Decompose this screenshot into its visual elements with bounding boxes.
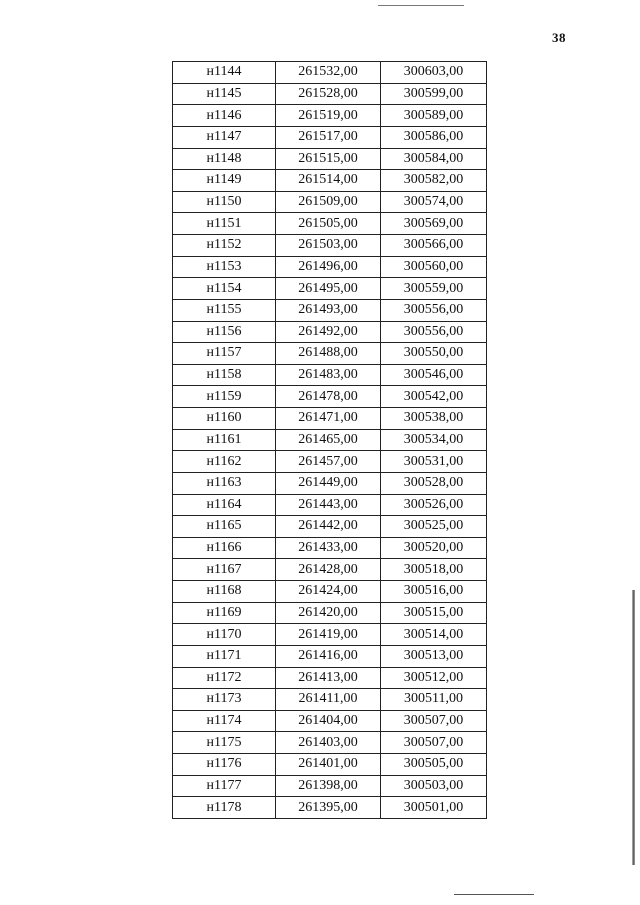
table-row: [173, 62, 487, 84]
y-coordinate-cell: 300501,00: [381, 797, 487, 819]
table-row: [173, 624, 487, 646]
y-coordinate-cell: 300505,00: [381, 754, 487, 776]
point-id-cell: н1167: [173, 559, 276, 581]
x-coordinate-cell: 261416,00: [276, 645, 381, 667]
point-id-cell: н1149: [173, 170, 276, 192]
table-row: [173, 83, 487, 105]
table-row: [173, 278, 487, 300]
y-coordinate-cell: 300507,00: [381, 732, 487, 754]
table-row: [173, 386, 487, 408]
point-id-cell: н1173: [173, 689, 276, 711]
x-coordinate-cell: 261420,00: [276, 602, 381, 624]
y-coordinate-cell: 300516,00: [381, 581, 487, 603]
point-id-cell: н1178: [173, 797, 276, 819]
x-coordinate-cell: 261398,00: [276, 775, 381, 797]
x-coordinate-cell: 261496,00: [276, 256, 381, 278]
x-coordinate-cell: 261478,00: [276, 386, 381, 408]
point-id-cell: н1151: [173, 213, 276, 235]
x-coordinate-cell: 261442,00: [276, 516, 381, 538]
y-coordinate-cell: 300603,00: [381, 62, 487, 84]
table-row: [173, 667, 487, 689]
point-id-cell: н1170: [173, 624, 276, 646]
point-id-cell: н1146: [173, 105, 276, 127]
y-coordinate-cell: 300586,00: [381, 126, 487, 148]
y-coordinate-cell: 300556,00: [381, 321, 487, 343]
point-id-cell: н1155: [173, 299, 276, 321]
x-coordinate-cell: 261413,00: [276, 667, 381, 689]
table-row: [173, 775, 487, 797]
table-row: [173, 105, 487, 127]
x-coordinate-cell: 261443,00: [276, 494, 381, 516]
x-coordinate-cell: 261465,00: [276, 429, 381, 451]
x-coordinate-cell: 261411,00: [276, 689, 381, 711]
point-id-cell: н1172: [173, 667, 276, 689]
y-coordinate-cell: 300569,00: [381, 213, 487, 235]
y-coordinate-cell: 300534,00: [381, 429, 487, 451]
table-row: [173, 689, 487, 711]
table-row: [173, 754, 487, 776]
table-row: [173, 343, 487, 365]
y-coordinate-cell: 300589,00: [381, 105, 487, 127]
x-coordinate-cell: 261401,00: [276, 754, 381, 776]
y-coordinate-cell: 300515,00: [381, 602, 487, 624]
y-coordinate-cell: 300513,00: [381, 645, 487, 667]
x-coordinate-cell: 261403,00: [276, 732, 381, 754]
x-coordinate-cell: 261419,00: [276, 624, 381, 646]
point-id-cell: н1154: [173, 278, 276, 300]
point-id-cell: н1162: [173, 451, 276, 473]
point-id-cell: н1156: [173, 321, 276, 343]
point-id-cell: н1175: [173, 732, 276, 754]
point-id-cell: н1153: [173, 256, 276, 278]
x-coordinate-cell: 261495,00: [276, 278, 381, 300]
table-row: [173, 191, 487, 213]
x-coordinate-cell: 261517,00: [276, 126, 381, 148]
point-id-cell: н1145: [173, 83, 276, 105]
x-coordinate-cell: 261433,00: [276, 537, 381, 559]
y-coordinate-cell: 300528,00: [381, 472, 487, 494]
table-row: [173, 256, 487, 278]
x-coordinate-cell: 261509,00: [276, 191, 381, 213]
y-coordinate-cell: 300518,00: [381, 559, 487, 581]
table-row: [173, 602, 487, 624]
x-coordinate-cell: 261492,00: [276, 321, 381, 343]
x-coordinate-cell: 261532,00: [276, 62, 381, 84]
y-coordinate-cell: 300526,00: [381, 494, 487, 516]
point-id-cell: н1163: [173, 472, 276, 494]
x-coordinate-cell: 261514,00: [276, 170, 381, 192]
table-row: [173, 170, 487, 192]
y-coordinate-cell: 300556,00: [381, 299, 487, 321]
table-row: [173, 516, 487, 538]
table-row: [173, 429, 487, 451]
table-row: [173, 559, 487, 581]
point-id-cell: н1165: [173, 516, 276, 538]
point-id-cell: н1147: [173, 126, 276, 148]
scan-artifact-line-bottom: [454, 894, 534, 895]
point-id-cell: н1169: [173, 602, 276, 624]
table-row: [173, 537, 487, 559]
table-row: [173, 321, 487, 343]
y-coordinate-cell: 300503,00: [381, 775, 487, 797]
x-coordinate-cell: 261503,00: [276, 235, 381, 257]
point-id-cell: н1158: [173, 364, 276, 386]
y-coordinate-cell: 300550,00: [381, 343, 487, 365]
y-coordinate-cell: 300507,00: [381, 710, 487, 732]
x-coordinate-cell: 261488,00: [276, 343, 381, 365]
x-coordinate-cell: 261519,00: [276, 105, 381, 127]
page-number: 38: [552, 30, 566, 45]
x-coordinate-cell: 261493,00: [276, 299, 381, 321]
y-coordinate-cell: 300560,00: [381, 256, 487, 278]
table-row: [173, 408, 487, 430]
table-row: [173, 148, 487, 170]
x-coordinate-cell: 261505,00: [276, 213, 381, 235]
point-id-cell: н1177: [173, 775, 276, 797]
y-coordinate-cell: 300546,00: [381, 364, 487, 386]
y-coordinate-cell: 300574,00: [381, 191, 487, 213]
y-coordinate-cell: 300599,00: [381, 83, 487, 105]
y-coordinate-cell: 300525,00: [381, 516, 487, 538]
point-id-cell: н1150: [173, 191, 276, 213]
table-row: [173, 797, 487, 819]
y-coordinate-cell: 300538,00: [381, 408, 487, 430]
point-id-cell: н1174: [173, 710, 276, 732]
point-id-cell: н1161: [173, 429, 276, 451]
y-coordinate-cell: 300531,00: [381, 451, 487, 473]
y-coordinate-cell: 300559,00: [381, 278, 487, 300]
table-row: [173, 126, 487, 148]
point-id-cell: н1144: [173, 62, 276, 84]
y-coordinate-cell: 300566,00: [381, 235, 487, 257]
point-id-cell: н1157: [173, 343, 276, 365]
table-row: [173, 235, 487, 257]
y-coordinate-cell: 300520,00: [381, 537, 487, 559]
x-coordinate-cell: 261424,00: [276, 581, 381, 603]
table-row: [173, 213, 487, 235]
y-coordinate-cell: 300542,00: [381, 386, 487, 408]
table-row: [173, 732, 487, 754]
table-row: [173, 494, 487, 516]
table-row: [173, 364, 487, 386]
point-id-cell: н1166: [173, 537, 276, 559]
table-row: [173, 581, 487, 603]
table-row: [173, 472, 487, 494]
point-id-cell: н1152: [173, 235, 276, 257]
x-coordinate-cell: 261471,00: [276, 408, 381, 430]
x-coordinate-cell: 261395,00: [276, 797, 381, 819]
x-coordinate-cell: 261449,00: [276, 472, 381, 494]
scan-artifact-edge-right: [632, 590, 635, 865]
x-coordinate-cell: 261428,00: [276, 559, 381, 581]
coordinates-table: [172, 61, 487, 819]
point-id-cell: н1148: [173, 148, 276, 170]
point-id-cell: н1164: [173, 494, 276, 516]
scan-artifact-line-top: [378, 5, 464, 6]
y-coordinate-cell: 300511,00: [381, 689, 487, 711]
coordinates-table-body: [173, 62, 487, 819]
point-id-cell: н1176: [173, 754, 276, 776]
point-id-cell: н1168: [173, 581, 276, 603]
y-coordinate-cell: 300582,00: [381, 170, 487, 192]
x-coordinate-cell: 261515,00: [276, 148, 381, 170]
x-coordinate-cell: 261404,00: [276, 710, 381, 732]
x-coordinate-cell: 261483,00: [276, 364, 381, 386]
y-coordinate-cell: 300584,00: [381, 148, 487, 170]
y-coordinate-cell: 300514,00: [381, 624, 487, 646]
point-id-cell: н1160: [173, 408, 276, 430]
table-row: [173, 645, 487, 667]
x-coordinate-cell: 261457,00: [276, 451, 381, 473]
table-row: [173, 451, 487, 473]
x-coordinate-cell: 261528,00: [276, 83, 381, 105]
point-id-cell: н1159: [173, 386, 276, 408]
table-row: [173, 710, 487, 732]
point-id-cell: н1171: [173, 645, 276, 667]
y-coordinate-cell: 300512,00: [381, 667, 487, 689]
table-row: [173, 299, 487, 321]
